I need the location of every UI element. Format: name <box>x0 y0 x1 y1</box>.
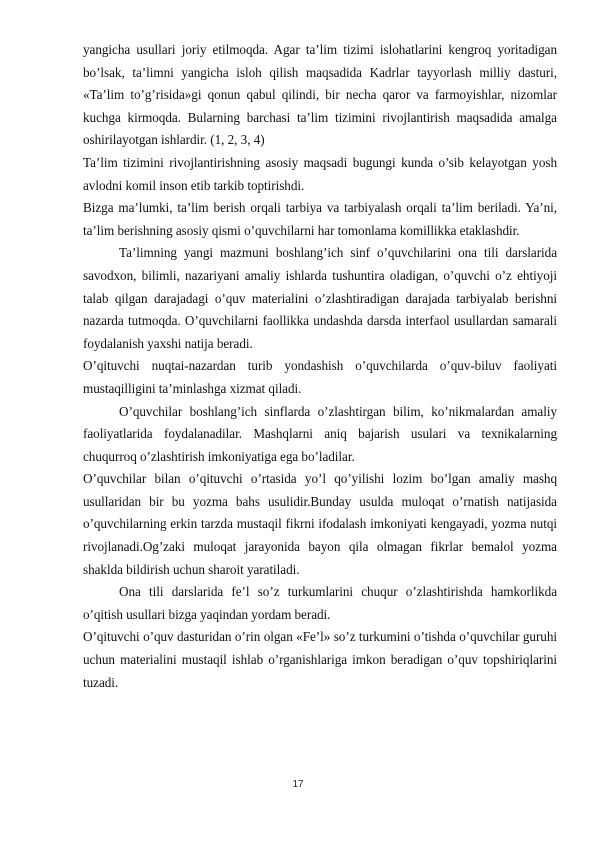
paragraph: Bizga ma’lumki, ta’lim berish orqali tarbiya va tarbiyalash orqali ta’lim beriladi. Ya’ni, ta’lim berishning asosiy qismi o’quvchilarni har tomonlama komillikka etaklashdir. <box>83 200 557 238</box>
paragraph: Ta’limning yangi mazmuni boshlang’ich sinf o’quvchilarini ona tili darslarida savodxon, bilimli, nazariyani amaliy ishlarda tushuntira oladigan, o’quvchi o’z ehtiyoji talab qilgan darajadagi o’quv materialini o’zlashtiradigan darajada tarbiyalab berishni nazarda tutmoqda. O’quvchilarni faollikka undashda darsda interfaol usullardan samarali foydalanish yaxshi natija beradi. <box>83 245 557 351</box>
paragraph: yangicha usullari joriy etilmoqda. Agar ta’lim tizimi islohatlarini kengroq yoritadigan bo’lsak, ta’limni yangicha isloh qilish maqsadida Kadrlar tayyorlash milliy dasturi, «Ta’lim to’g’risida»gi qonun qabul qilindi, bir necha qaror va farmoyishlar, nizomlar kuchga kirmoqda. Bularning barchasi ta’lim tizimini rivojlantirish maqsadida amalga oshirilayotgan ishlardir. (1, 2, 3, 4) <box>83 42 557 148</box>
document-page <box>83 39 557 694</box>
paragraph: O’quvchilar boshlang’ich sinflarda o’zlashtirgan bilim, ko’nikmalardan amaliy faoliyatlarida foydalanadilar. Mashqlarni aniq bajarish usulari va texnikalarning chuqurroq o’zlashtirish imkoniyatiga ega bo’ladilar. <box>83 403 557 464</box>
paragraph: O’qituvchi o’quv dasturidan o’rin olgan «Fe’l» so’z turkumini o’tishda o’quvchilar guruhi uchun materialini mustaqil ishlab o’rganishlariga imkon beradigan o’quv topshiriqlarini tuzadi. <box>83 629 557 690</box>
paragraph: O’quvchilar bilan o’qituvchi o’rtasida yo’l qo’yilishi lozim bo’lgan amaliy mashq usullaridan bir bu yozma bahs usulidir.Bunday usulda muloqat o’rnatish natijasida o’quvchilarning erkin tarzda mustaqil fikrni ifodalash imkoniyati kengayadi, yozma nutqi rivojlanadi.Og’zaki muloqat jarayonida bayon qila olmagan fikrlar bemalol yozma shaklda bildirish uchun sharoit yaratiladi. <box>83 471 557 577</box>
paragraph: O’qituvchi nuqtai-nazardan turib yondashish o’quvchilarda o’quv-biluv faoliyati mustaqilligini ta’minlashga xizmat qiladi. <box>83 358 557 396</box>
paragraph: Ona tili darslarida fe’l so’z turkumlarini chuqur o’zlashtirishda hamkorlikda o’qitish usullari bizga yaqindan yordam beradi. <box>83 584 557 622</box>
paragraph: Ta’lim tizimini rivojlantirishning asosiy maqsadi bugungi kunda o’sib kelayotgan yosh avlodni komil inson etib tarkib toptirishdi. <box>83 154 557 193</box>
page-number: 17 <box>292 779 304 790</box>
